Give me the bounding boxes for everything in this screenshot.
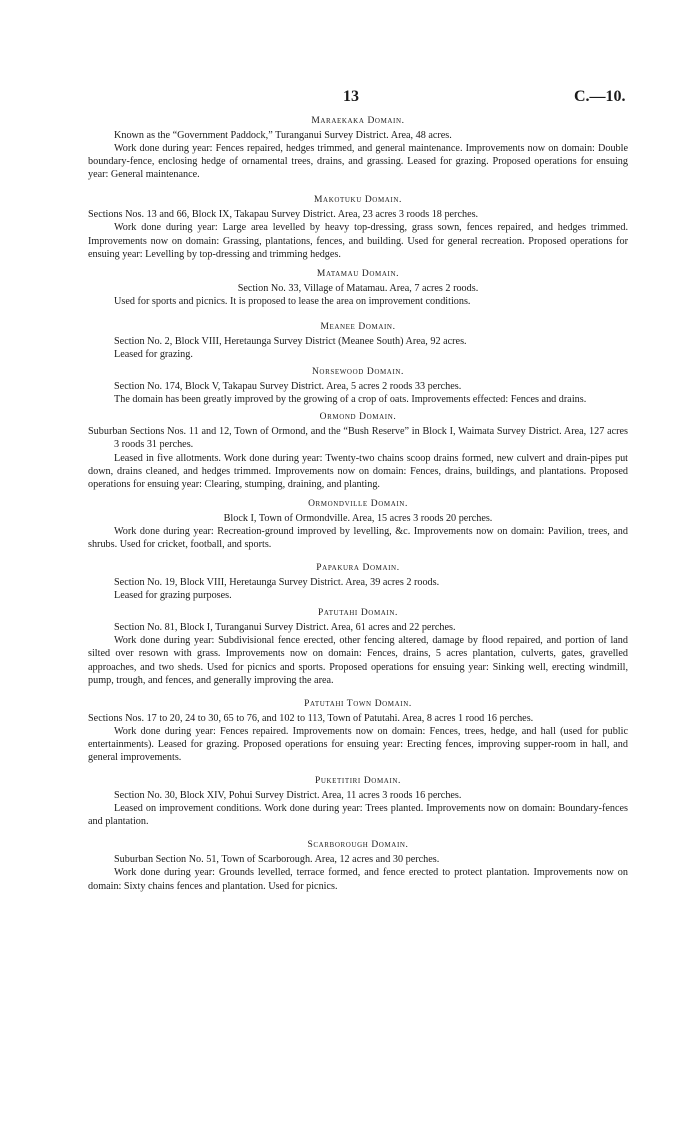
- domain-heading: Meanee Domain.: [320, 321, 396, 332]
- domain-description: Known as the “Government Paddock,” Turanganui Survey District. Area, 48 acres.: [114, 130, 452, 141]
- domain-description: Sections Nos. 17 to 20, 24 to 30, 65 to 76, and 102 to 113, Town of Patutahi. Area, 8 acres 1 rood 16 perches.: [88, 712, 534, 724]
- domain-details: Work done during year: Recreation-ground improved by levelling, &c. Improvements now on domain: Pavilion, trees, and shrubs. Used for cricket, football, and sports.: [88, 525, 628, 550]
- domain-heading: Norsewood Domain.: [311, 367, 405, 378]
- domain-description: Section No. 30, Block XIV, Pohui Survey District. Area, 11 acres 3 roods 16 perches.: [114, 790, 462, 802]
- domain-heading: Scarborough Domain.: [307, 840, 409, 851]
- domain-description: Suburban Sections Nos. 11 and 12, Town of Ormond, and the “Bush Reserve” in Block I, Waimata Survey District. Area, 127 acres 3 roods 31 perches.: [88, 426, 628, 451]
- domain-details: The domain has been greatly improved by the growing of a crop of oats. Improvements effected: Fences and drains.: [114, 394, 587, 406]
- domain-section: [88, 412, 628, 490]
- domain-details: Leased on improvement conditions. Work done during year: Trees planted. Improvements now on domain: Boundary-fences and plantation.: [88, 803, 628, 828]
- domain-heading: Patutahi Town Domain.: [304, 698, 412, 709]
- domain-heading: Ormond Domain.: [319, 412, 397, 423]
- domain-heading: Matamau Domain.: [316, 268, 400, 279]
- domain-details: Work done during year: Fences repaired. Improvements now on domain: Fences, trees, hedge, and hall (used for public entertainments). Leased for grazing. Proposed operations for ensuing year: Erecting fences, improving supper-room in hall, and general improvements.: [88, 725, 628, 763]
- domain-section: [88, 269, 628, 308]
- domain-details: Work done during year: Fences repaired, hedges trimmed, and general maintenance. Improvements now on domain: Double boundary-fence, enclosing hedge of ornamental trees, drains, and grassing. Leased for grazing. Proposed operations for ensuing year: General maintenance.: [88, 143, 628, 181]
- domain-description: Suburban Section No. 51, Town of Scarborough. Area, 12 acres and 30 perches.: [114, 854, 440, 866]
- domain-heading: Patutahi Domain.: [318, 608, 398, 619]
- domain-section: [88, 116, 628, 181]
- domain-section: [88, 499, 628, 551]
- domain-heading: Puketitiri Domain.: [314, 776, 401, 787]
- domain-heading: Ormondville Domain.: [308, 498, 408, 509]
- domain-description: Section No. 33, Village of Matamau. Area, 7 acres 2 roods.: [237, 282, 479, 294]
- domain-details: Leased in five allotments. Work done during year: Twenty-two chains scoop drains formed, new culvert and drain-pipes put down, drains cleaned, and hedges trimmed. Improvements now on domain: Fences, drains, buildings, and plantations. Proposed operations for ensuing year: Clearing, stumping, draining, and planting.: [88, 452, 628, 490]
- domain-details: Leased for grazing purposes.: [114, 590, 232, 602]
- domain-section: [88, 563, 628, 602]
- domain-details: Work done during year: Grounds levelled, terrace formed, and fence erected to protect plantation. Improvements now on domain: Sixty chains fences and plantation. Used for picnics.: [88, 867, 628, 892]
- domain-section: [88, 608, 628, 686]
- domain-description: Section No. 81, Block I, Turanganui Survey District. Area, 61 acres and 22 perches.: [114, 622, 456, 634]
- domain-description: Section No. 174, Block V, Takapau Survey District. Area, 5 acres 2 roods 33 perches.: [114, 381, 462, 393]
- domain-details: Work done during year: Large area levelled by heavy top-dressing, grass sown, fences repaired, and hedges trimmed. Improvements now on domain: Grassing, plantations, fences, and building. Used for general recreation. Proposed operations for ensuing year: Levelling by top-dressing and trimming hedges.: [88, 222, 628, 260]
- domain-section: [88, 195, 628, 260]
- domain-details: Used for sports and picnics. It is proposed to lease the area on improvement conditions.: [114, 295, 471, 307]
- domain-heading: Makotuku Domain.: [314, 195, 402, 206]
- domain-description: Block I, Town of Ormondville. Area, 15 acres 3 roods 20 perches.: [223, 512, 493, 524]
- domain-description: Section No. 19, Block VIII, Heretaunga Survey District. Area, 39 acres 2 roods.: [114, 577, 440, 589]
- domain-section: [88, 699, 628, 764]
- page-number: 13: [343, 88, 359, 105]
- domain-description: Sections Nos. 13 and 66, Block IX, Takapau Survey District. Area, 23 acres 3 roods 18 perches.: [88, 209, 479, 221]
- domain-section: [88, 367, 628, 406]
- page-reference: C.—10.: [574, 88, 626, 105]
- domain-section: [88, 776, 628, 828]
- page-body: [88, 116, 628, 893]
- domain-details: Work done during year: Subdivisional fence erected, other fencing altered, damage by flood repaired, and portion of land silted over resown with grass. Improvements now on domain: Fences, drains, 5 acres plantation, culverts, gates, gravelled approaches, and two sheds. Used for picnics and sports. Proposed operations for ensuing year: Sinking well, erecting windmill, pump, trough, and fences, and generally improving the area.: [88, 635, 628, 686]
- domain-section: [88, 840, 628, 892]
- domain-section: [88, 322, 628, 361]
- domain-heading: Maraekaka Domain.: [311, 116, 405, 126]
- domain-details: Leased for grazing.: [114, 349, 193, 361]
- domain-description: Section No. 2, Block VIII, Heretaunga Survey District (Meanee South) Area, 92 acres.: [114, 335, 467, 347]
- domain-heading: Papakura Domain.: [316, 563, 400, 574]
